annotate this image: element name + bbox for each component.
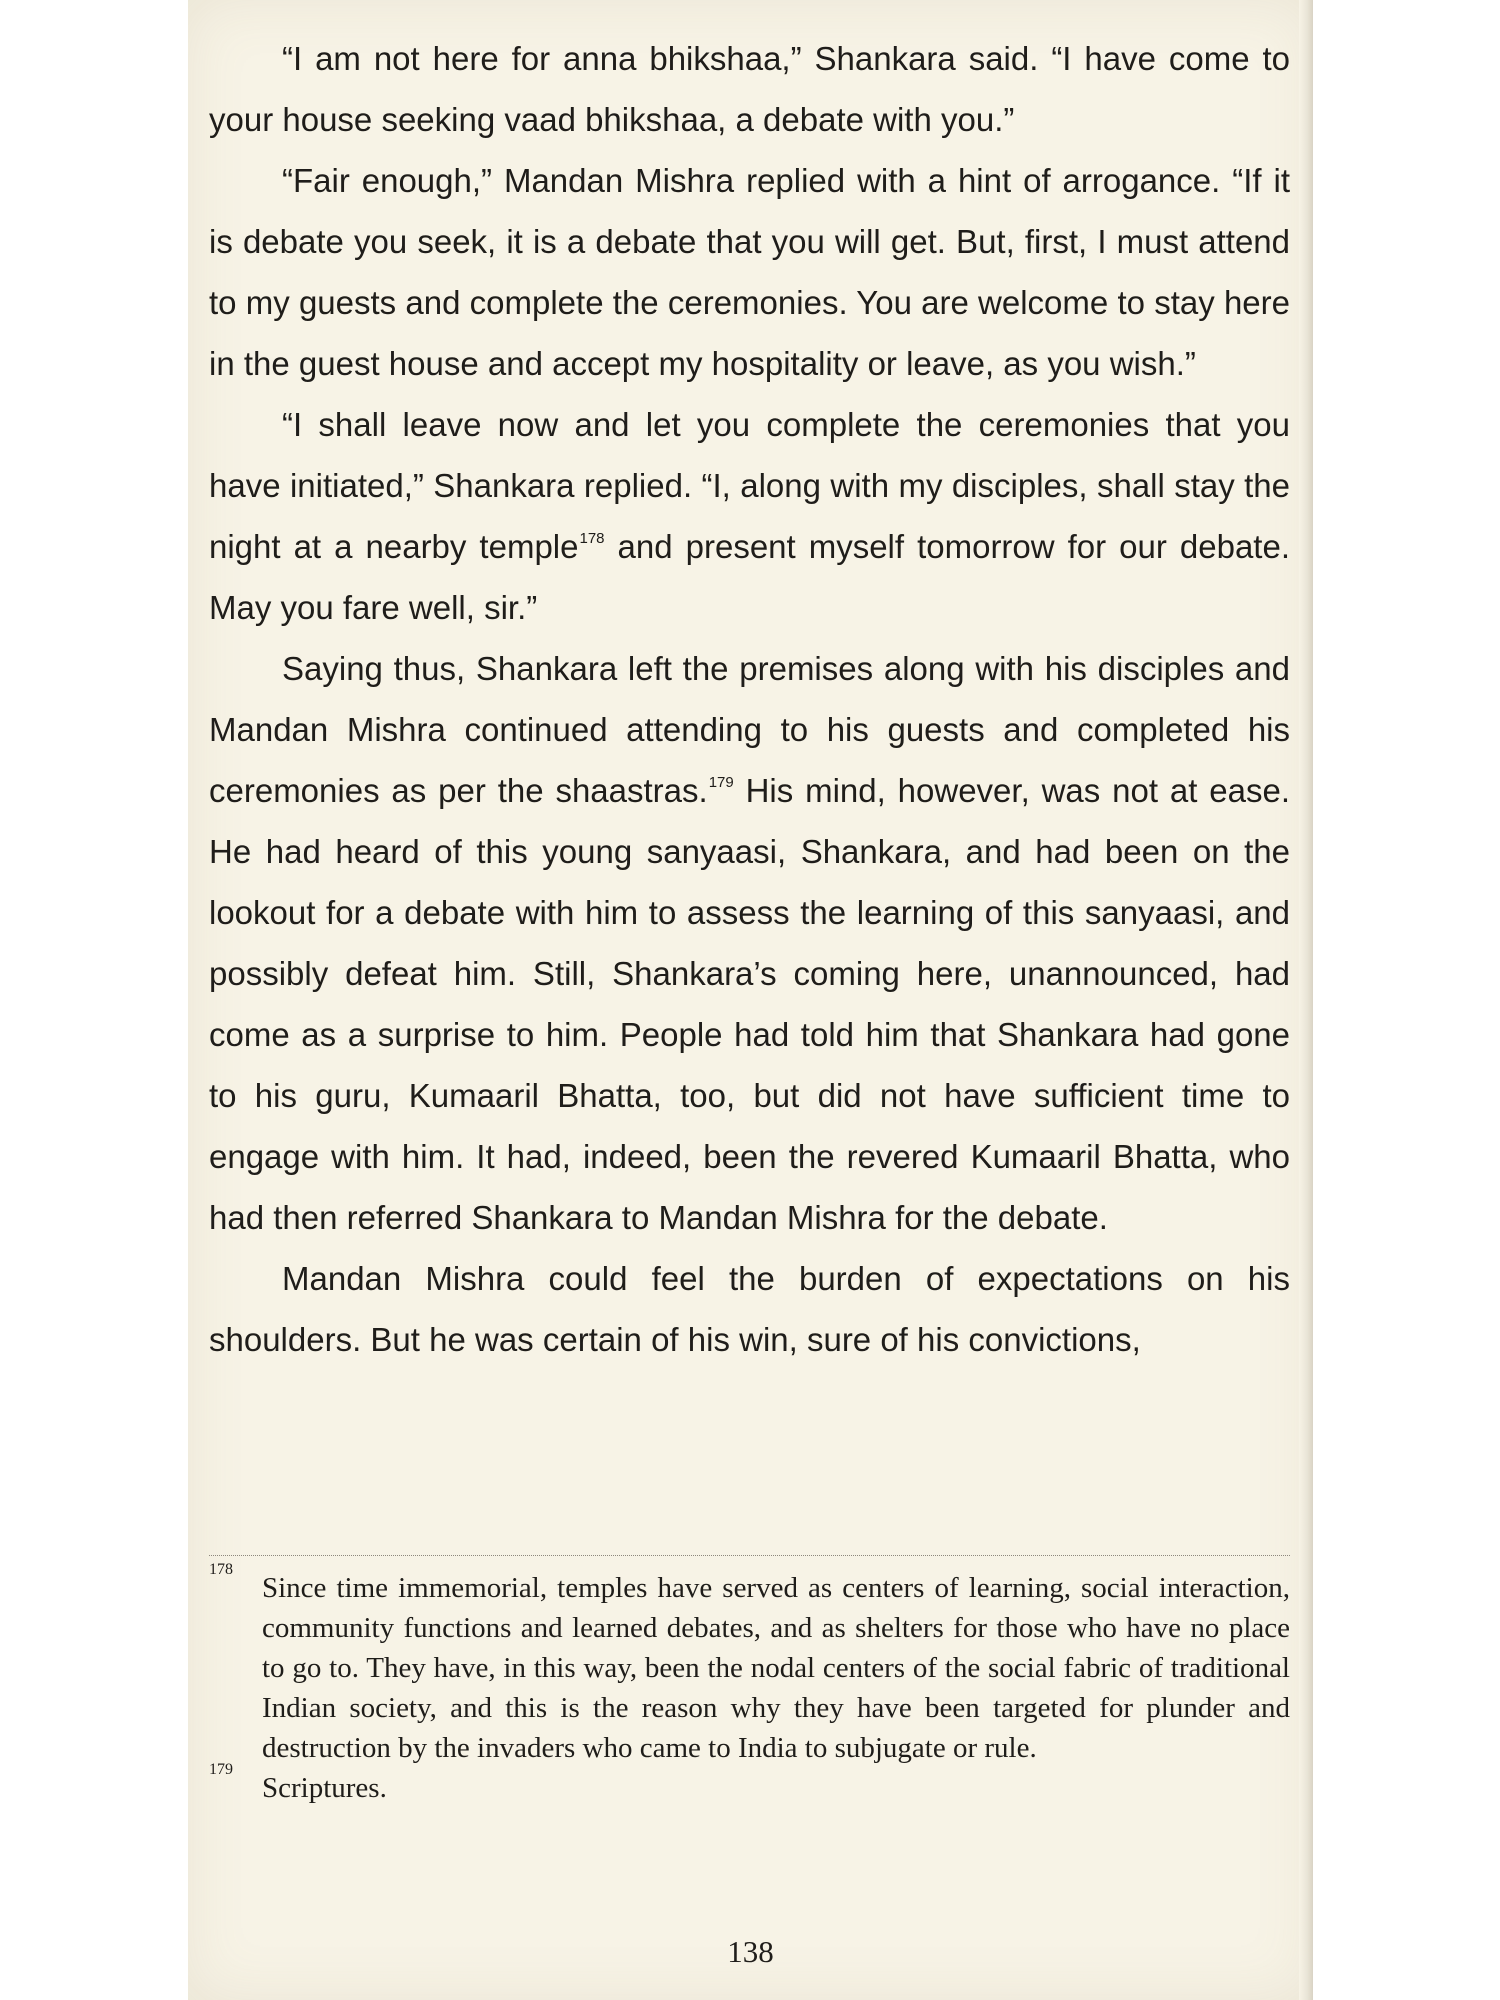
paragraph-text: Saying thus, Shankara left the premises along with his disciples and Mandan Mishra continued attending to his guests and completed his ceremonies as per the shaastras. xyxy=(209,650,1290,809)
paragraph xyxy=(209,1248,1290,1370)
footnote-text: Scriptures. xyxy=(262,1772,387,1804)
paragraph-text: “Fair enough,” Mandan Mishra replied with a hint of arrogance. “If it is debate you seek, it is a debate that you will get. But, first, I must attend to my guests and complete the ceremonies. You are welcome to stay here in the guest house and accept my hospitality or leave, as you wish.” xyxy=(209,162,1290,382)
paragraph xyxy=(209,28,1290,150)
paragraph-text: Mandan Mishra could feel the burden of expectations on his shoulders. But he was certain of his win, sure of his convictions, xyxy=(209,1260,1290,1358)
book-page xyxy=(188,0,1313,2000)
paragraph-text: and present myself tomorrow for our debate. May you fare well, sir.” xyxy=(209,528,1290,626)
paragraph-text: “I shall leave now and let you complete the ceremonies that you have initiated,” Shankara replied. “I, along with my disciples, shall stay the night at a nearby temple xyxy=(209,406,1290,565)
paragraph xyxy=(209,150,1290,394)
footnote-marker: 179 xyxy=(708,774,734,791)
page-number: 138 xyxy=(727,1934,774,1969)
body-text xyxy=(209,28,1290,1370)
paragraph-text: His mind, however, was not at ease. He had heard of this young sanyaasi, Shankara, and had been on the lookout for a debate with him to assess the learning of this sanyaasi, and possibly defeat him. Still, Shankara’s coming here, unannounced, had come as a surprise to him. People had told him that Shankara had gone to his guru, Kumaaril Bhatta, too, but did not have sufficient time to engage with him. It had, indeed, been the revered Kumaaril Bhatta, who had then referred Shankara to Mandan Mishra for the debate. xyxy=(209,772,1290,1236)
paragraph xyxy=(209,394,1290,638)
footnote-number: 179 xyxy=(209,1761,233,1778)
footnote-number: 178 xyxy=(209,1561,233,1578)
footnote-text: Since time immemorial, temples have served as centers of learning, social interaction, community functions and learned debates, and as shelters for those who have no place to go to. They have, in this way, been the nodal centers of the social fabric of traditional Indian society, and this is the reason why they have been targeted for plunder and destruction by the invaders who came to India to subjugate or rule. xyxy=(262,1572,1290,1764)
footnote xyxy=(209,1761,1290,1808)
footnote xyxy=(209,1561,1290,1768)
paragraph xyxy=(209,638,1290,1248)
footnote-separator xyxy=(209,1555,1290,1556)
footnote-marker: 178 xyxy=(579,530,605,547)
footnotes xyxy=(209,1560,1290,1808)
paragraph-text: “I am not here for anna bhikshaa,” Shankara said. “I have come to your house seeking vaad bhikshaa, a debate with you.” xyxy=(209,40,1290,138)
page-edge xyxy=(1299,0,1313,2000)
